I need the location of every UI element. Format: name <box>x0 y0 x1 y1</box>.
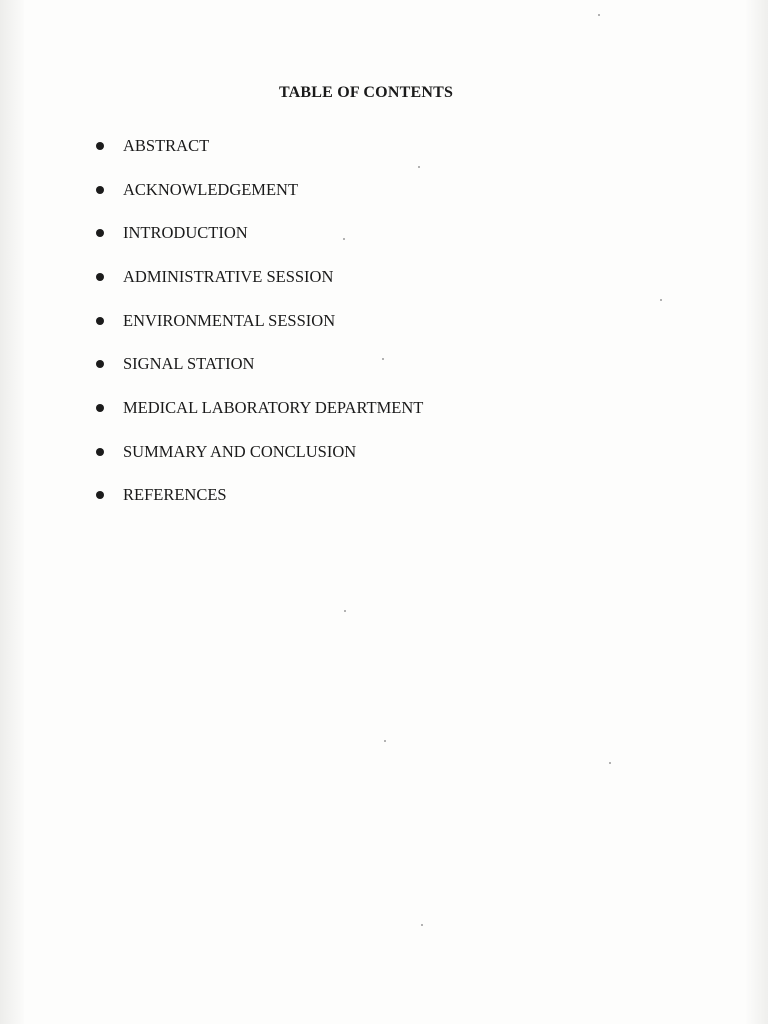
page-title: TABLE OF CONTENTS <box>278 84 454 101</box>
toc-item-administrative-session <box>96 255 423 299</box>
scan-speck <box>382 358 384 360</box>
toc-item-label: SUMMARY AND CONCLUSION <box>123 441 357 461</box>
toc-item-label: ABSTRACT <box>123 135 210 155</box>
scan-speck <box>609 762 611 764</box>
toc-item-abstract <box>96 124 423 168</box>
bullet-icon <box>96 186 104 194</box>
scan-speck <box>660 299 662 301</box>
bullet-icon <box>96 229 104 237</box>
toc-item-acknowledgement <box>96 168 423 212</box>
toc-item-signal-station <box>96 342 423 386</box>
toc-item-label: ADMINISTRATIVE SESSION <box>123 266 334 286</box>
toc-list <box>96 124 423 517</box>
scan-speck <box>384 740 386 742</box>
page-shadow-left <box>0 0 24 1024</box>
scan-speck <box>344 610 346 612</box>
toc-item-summary-and-conclusion <box>96 430 423 474</box>
bullet-icon <box>96 448 104 456</box>
bullet-icon <box>96 404 104 412</box>
page-shadow-right <box>746 0 768 1024</box>
bullet-icon <box>96 491 104 499</box>
scan-speck <box>418 166 420 168</box>
bullet-icon <box>96 273 104 281</box>
bullet-icon <box>96 317 104 325</box>
toc-item-label: SIGNAL STATION <box>123 354 255 374</box>
toc-item-label: REFERENCES <box>123 485 227 505</box>
toc-item-references <box>96 474 423 518</box>
toc-item-label: MEDICAL LABORATORY DEPARTMENT <box>123 397 424 417</box>
toc-item-medical-laboratory-department <box>96 386 423 430</box>
toc-item-introduction <box>96 211 423 255</box>
bullet-icon <box>96 360 104 368</box>
toc-item-label: ENVIRONMENTAL SESSION <box>123 310 336 330</box>
toc-item-label: INTRODUCTION <box>123 223 248 243</box>
scan-speck <box>421 924 423 926</box>
bullet-icon <box>96 142 104 150</box>
scan-speck <box>343 238 345 240</box>
toc-item-environmental-session <box>96 299 423 343</box>
toc-item-label: ACKNOWLEDGEMENT <box>123 179 299 199</box>
scan-speck <box>598 14 600 16</box>
